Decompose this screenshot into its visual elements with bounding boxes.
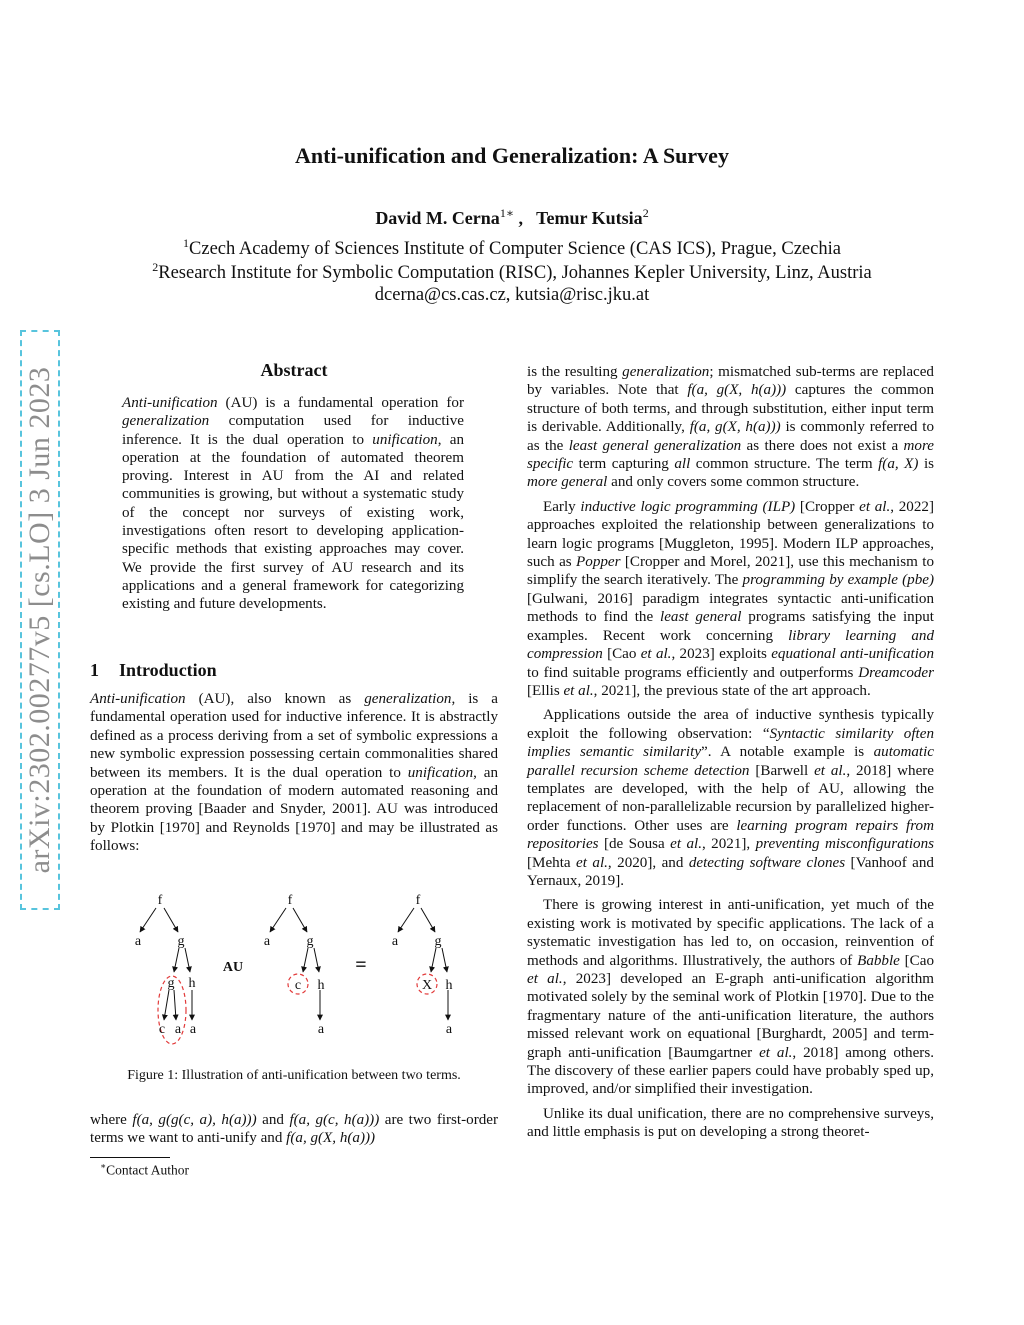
section-title: Introduction xyxy=(119,660,217,680)
node-c: c xyxy=(158,1022,166,1037)
node-c: c xyxy=(294,978,302,993)
figure-anti-unification xyxy=(90,888,500,1053)
math-term: f(a, X) xyxy=(878,456,919,473)
node-g: g xyxy=(434,934,442,949)
body-paragraph: Unlike its dual unification, there are no comprehensive surveys, and little emphasis is put on developing a strong theoret- xyxy=(527,1105,934,1141)
footnote xyxy=(100,1161,189,1179)
tree-edge xyxy=(270,908,286,932)
intro-paragraph-2: where f(a, g(g(c, a), h(a))) and f(a, g(c, h(a))) are two first-order terms we want to anti-unify and f(a, g(X, h(a))) xyxy=(90,1112,499,1147)
body-paragraph: There is growing interest in anti-unification, yet much of the existing work is motivated by specific applications. The lack of a systematic investigation has led to, on occasion, reinvention of methods and algorithms. Illustratively, the authors of Babble [Cao et al., 2023] developed an E-graph anti-unification algorithm motivated solely by the seminal work of Plotkin [1970]. Due to the fragmentary nature of the anti-unification literature, the authors missed relevant work on equational [Burghardt, 2005] and term-graph anti-unification [Baumgartner et al., 2018] among others. The discovery of these earlier papers could have probably sped up, improved, and/or simplified their investigation. xyxy=(527,897,935,1098)
affiliation-text: Czech Academy of Sciences Institute of Computer Science (CAS ICS), Prague, Czechia xyxy=(189,239,841,260)
tree-edge xyxy=(442,948,447,972)
paper-title: Anti-unification and Generalization: A Survey xyxy=(295,143,729,168)
body-paragraph: Applications outside the area of inductive synthesis typically exploit the following observation: “Syntactic similarity often implies semantic similarity”. A notable example is automatic parallel recursion scheme detection [Barwell et al., 2018] where templates are developed, with the help of AU, allowing the replacement of non-parallelizable recursion by parallelized higher-order functions. Other uses are learning program repairs from repositories [de Sousa et al., 2021], preventing misconfigurations [Mehta et al., 2020], and detecting software clones [Vanhoof and Yernaux, 2019]. xyxy=(527,707,934,889)
node-a: a xyxy=(445,1022,453,1037)
node-f: f xyxy=(415,893,421,908)
node-f: f xyxy=(157,893,163,908)
node-g: g xyxy=(306,934,314,949)
tree-edge xyxy=(303,948,308,972)
figure-caption: Figure 1: Illustration of anti-unification between two terms. xyxy=(127,1068,461,1083)
right-column xyxy=(527,363,934,1142)
term-emphasis: generalization xyxy=(122,413,210,430)
section-heading xyxy=(90,660,217,681)
term-emphasis: unification xyxy=(372,431,438,448)
affiliation-text: Research Institute for Symbolic Computation (RISC), Johannes Kepler University, Linz, Austria xyxy=(158,263,872,284)
footnote-text: Contact Author xyxy=(106,1162,189,1178)
section-number: 1 xyxy=(90,660,99,680)
arxiv-identifier-stamp xyxy=(20,330,60,910)
abstract-paragraph: Anti-unification (AU) is a fundamental operation for generalization computation used for inductive inference. It is the dual operation to unification, an operation at the foundation of automated theorem proving. Interest in AU from the AI and related communities is growing, but without a systematic study of the concept nor surveys of existing work, investigations often resort to developing application-specific methods that existing approaches may cover. We provide the first survey of AU research and its applications and a general framework for categorizing existing and future developments. xyxy=(122,395,464,613)
affiliation-mark: 2 xyxy=(152,260,159,274)
affiliation-mark: 1 xyxy=(183,236,190,250)
math-term: f(a, g(g(c, a), h(a))) xyxy=(132,1112,257,1128)
equals-sign: = xyxy=(355,954,367,976)
node-a: a xyxy=(174,1022,182,1037)
affiliation-2 xyxy=(0,260,1024,284)
math-term: f(a, g(c, h(a))) xyxy=(289,1112,380,1128)
footnote-divider xyxy=(90,1157,170,1158)
node-a: a xyxy=(391,934,399,949)
node-a: a xyxy=(263,934,271,949)
tree-edge xyxy=(174,948,179,972)
affiliation-1 xyxy=(0,236,1024,260)
abstract-heading: Abstract xyxy=(260,360,328,380)
footnote-mark: ∗ xyxy=(100,1161,107,1171)
tree-edge xyxy=(140,908,156,932)
author-name: Temur Kutsia xyxy=(536,208,643,228)
node-a: a xyxy=(189,1022,197,1037)
math-term: f(a, g(X, h(a))) xyxy=(689,419,781,436)
tree-edge xyxy=(421,908,435,932)
body-paragraph: is the resulting generalization; mismatched sub-terms are replaced by variables. Note that f(a, g(X, h(a))) captures the common structure of both terms, and through substitution, either input term is derivable. Additionally, f(a, g(X, h(a))) is commonly referred to as the least general generalization as there does not exist a more specific term capturing all common structure. The term f(a, X) is more general and only covers some common structure. xyxy=(527,364,935,491)
author-mark: 1∗ xyxy=(499,206,514,220)
abstract-body xyxy=(122,394,464,614)
author-mark: 2 xyxy=(642,206,649,220)
node-a: a xyxy=(134,934,142,949)
author-name: David M. Cerna xyxy=(375,208,500,228)
intro-paragraph-1: Anti-unification (AU), also known as generalization, is a fundamental operation used for inductive inference. It is abstractly defined as a process deriving from a set of symbolic expressions a new symbolic expression possessing certain commonalities shared between its members. It is the dual operation to unification, an operation at the foundation of modern automated reasoning and theorem proving [Baader and Snyder, 2001]. AU was introduced by Plotkin [1970] and Reynolds [1970] and may be illustrated as follows: xyxy=(90,691,499,855)
node-f: f xyxy=(287,893,293,908)
tree-edge xyxy=(293,908,307,932)
term-emphasis: unification xyxy=(407,764,474,781)
author-list xyxy=(0,206,1024,229)
node-h: h xyxy=(445,978,453,993)
tree-edge xyxy=(174,990,176,1020)
tree-edge xyxy=(431,948,436,972)
term-emphasis: Anti-unification xyxy=(90,691,186,707)
body-paragraph: Early inductive logic programming (ILP) [Cropper et al., 2022] approaches exploited the relationship between generalizations to learn logic programs [Muggleton, 1995]. Modern ILP approaches, such as Popper [Cropper and Morel, 2021], use this mechanism to simplify the search iteratively. The programming by example (pbe) [Gulwani, 2016] paradigm integrates syntactic anti-unification methods to find the least general programs satisfying the input examples. Recent work concerning library learning and compression [Cao et al., 2023] exploits equational anti-unification to find suitable programs efficiently and outperforms Dreamcoder [Ellis et al., 2021], the previous state of the art approach. xyxy=(527,498,935,699)
author-separator: , xyxy=(513,208,537,228)
node-g: g xyxy=(167,976,175,991)
term-emphasis: Anti-unification xyxy=(122,395,218,411)
node-g: g xyxy=(177,934,185,949)
term-emphasis: generalization xyxy=(364,691,452,707)
node-h: h xyxy=(188,976,196,991)
tree-edge xyxy=(314,948,319,972)
tree-edge xyxy=(185,948,190,972)
author-emails: dcerna@cs.cas.cz, kutsia@risc.jku.at xyxy=(374,285,650,305)
math-term: f(a, g(X, h(a))) xyxy=(687,382,787,399)
tree-edge xyxy=(164,908,178,932)
tree-edge xyxy=(164,990,169,1020)
node-variable-x: X xyxy=(421,978,433,993)
node-a: a xyxy=(317,1022,325,1037)
node-h: h xyxy=(317,978,325,993)
math-term: f(a, g(X, h(a))) xyxy=(286,1130,376,1147)
arxiv-identifier: arXiv:2302.00277v5 [cs.LO] 3 Jun 2023 xyxy=(23,366,56,874)
tree-edge xyxy=(398,908,414,932)
au-operator: AU xyxy=(222,960,244,975)
